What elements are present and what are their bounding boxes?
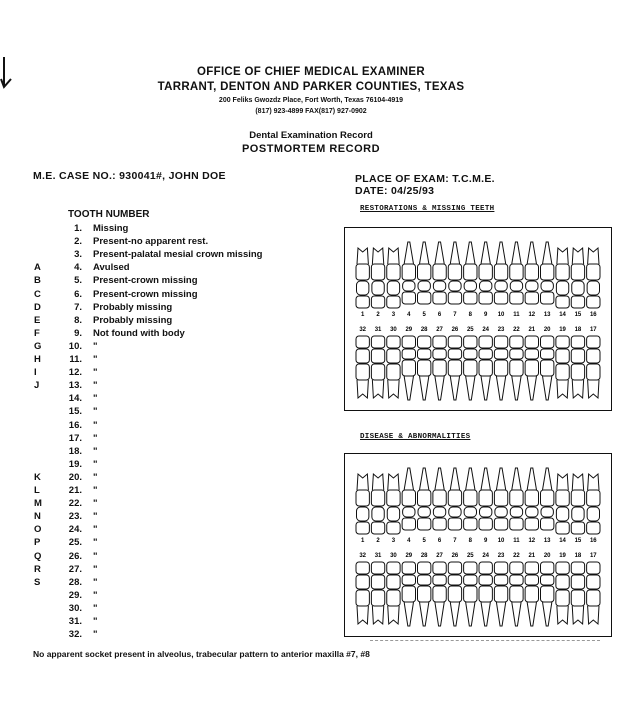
disease-label: DISEASE & ABNORMALITIES [360,433,471,441]
record-subtitle: POSTMORTEM RECORD [241,143,381,155]
upper-tooth [371,474,384,534]
upper-tooth-number: 5 [422,538,426,544]
place-of-exam: PLACE OF EXAM: T.C.M.E. [355,173,495,185]
lower-tooth-number: 24 [482,327,490,333]
upper-tooth [464,242,477,304]
tooth-status: " [93,406,98,418]
lower-tooth [556,562,569,624]
tooth-number: 21. [68,485,82,496]
upper-tooth [541,242,554,304]
lower-tooth [556,336,569,398]
lower-tooth-number: 19 [559,553,566,559]
tooth-number: 24. [68,524,82,536]
upper-tooth [433,468,446,530]
tooth-number: 5. [74,275,82,287]
upper-tooth-number: 11 [513,312,520,318]
upper-tooth-number: 2 [376,538,380,544]
lower-tooth-number: 22 [513,553,520,559]
upper-tooth [525,242,538,304]
lower-tooth [464,562,477,626]
tooth-status: Probably missing [93,301,173,313]
tooth-status: " [93,393,98,405]
lower-tooth [448,562,461,626]
lower-tooth-number: 29 [405,553,413,559]
upper-tooth-number: 10 [497,312,505,318]
tooth-number: 23. [68,511,82,523]
upper-tooth-number: 12 [528,538,536,544]
tooth-status: " [93,576,98,588]
tooth-status: " [93,629,98,641]
lower-tooth-number: 23 [497,327,505,333]
upper-tooth [479,242,492,304]
lower-tooth-number: 32 [359,327,367,333]
tooth-status: " [93,458,98,470]
upper-tooth-number: 5 [422,312,426,318]
tooth-number: 6. [74,288,82,300]
lower-tooth-number: 18 [574,327,582,333]
upper-tooth-number: 1 [361,538,365,544]
lower-tooth-number: 21 [528,327,536,333]
lower-tooth-number: 25 [466,327,474,333]
upper-tooth [464,468,477,530]
footer-note: No apparent socket present in alveolus, trabecular pattern to anterior maxilla #7, #8 [33,649,370,659]
upper-tooth [356,474,369,534]
upper-tooth [387,474,400,534]
upper-tooth [494,468,507,530]
tooth-number: 18. [68,445,82,457]
upper-tooth [448,242,461,304]
tooth-number: 3. [74,249,82,261]
lower-tooth [371,562,384,624]
tooth-letter: N [34,511,41,523]
tooth-number: 15. [68,406,82,418]
lower-tooth-number: 20 [543,327,551,333]
tooth-status: " [93,380,98,392]
restorations-label: RESTORATIONS & MISSING TEETH [360,205,495,213]
upper-tooth-number: 3 [391,312,396,318]
lower-tooth [448,336,461,400]
upper-tooth-number: 8 [468,312,472,318]
lower-tooth [571,336,584,398]
tooth-number: 30. [68,602,82,614]
exam-date: DATE: 04/25/93 [355,185,435,197]
tooth-status: " [93,432,98,444]
lower-tooth [541,562,554,626]
upper-tooth-number: 9 [484,312,488,318]
tooth-status: " [93,419,98,431]
upper-tooth-number: 6 [437,538,442,544]
upper-tooth-number: 13 [543,312,551,318]
upper-tooth [479,468,492,530]
lower-tooth [402,562,415,626]
margin-arrow-mark [0,55,14,95]
tooth-letter: I [34,367,37,379]
tooth-number: 17. [68,432,82,444]
upper-tooth-number: 9 [484,538,488,544]
upper-tooth [402,468,415,530]
lower-tooth [418,562,431,626]
tooth-number: 9. [74,327,82,339]
lower-tooth [510,336,523,400]
office-address: 200 Feliks Gwozdz Place, Fort Worth, Texas 76104-4919 [218,97,404,104]
tooth-status: Probably missing [93,314,173,326]
tooth-number: 4. [74,262,82,274]
tooth-letter: B [34,275,41,287]
tooth-number: 31. [68,616,82,627]
tooth-status: " [93,524,98,536]
upper-tooth-number: 7 [453,312,457,318]
lower-tooth [525,562,538,626]
lower-tooth [371,336,384,398]
lower-tooth-number: 29 [405,327,413,333]
tooth-letter: C [34,288,41,300]
tooth-number: 29. [68,589,82,601]
lower-tooth [402,336,415,400]
lower-tooth [387,336,400,398]
lower-tooth-number: 17 [589,327,597,333]
tooth-number: 12. [68,367,82,379]
lower-tooth [525,336,538,400]
upper-tooth-number: 3 [391,538,396,544]
tooth-letter: H [34,354,41,365]
tooth-status: Not found with body [93,327,185,339]
upper-tooth-number: 15 [574,538,582,544]
record-title: Dental Examination Record [249,130,373,141]
tooth-letter: L [34,485,40,496]
tooth-status: Avulsed [93,262,130,274]
tooth-status: " [93,471,98,483]
restorations-dental-chart [344,227,612,411]
lower-tooth-number: 24 [482,553,490,559]
tooth-letter: G [34,340,42,352]
lower-tooth [571,562,584,624]
tooth-letter: J [34,380,40,392]
lower-tooth [433,562,446,626]
upper-tooth-number: 14 [559,538,566,544]
lower-tooth [494,562,507,626]
upper-tooth [402,242,415,304]
lower-tooth [433,336,446,400]
tooth-status: " [93,367,98,379]
upper-tooth-number: 7 [453,538,457,544]
lower-tooth-number: 21 [528,553,536,559]
lower-tooth [494,336,507,400]
counties-title: TARRANT, DENTON AND PARKER COUNTIES, TEXAS [157,81,465,93]
tooth-number: 13. [68,380,82,392]
upper-tooth [418,468,431,530]
lower-tooth [356,336,369,398]
tooth-number: 20. [68,471,82,483]
tooth-letter: E [34,314,41,326]
upper-tooth-number: 12 [528,312,536,318]
office-title: OFFICE OF CHIEF MEDICAL EXAMINER [197,66,425,78]
tooth-status: Present-crown missing [93,288,198,300]
upper-tooth-number: 4 [407,538,411,544]
tooth-number: 27. [68,563,82,575]
tooth-number: 14. [68,393,82,405]
tooth-letter: K [34,471,41,483]
upper-tooth [541,468,554,530]
tooth-status: " [93,602,98,614]
tooth-status: Present-no apparent rest. [93,236,209,248]
tooth-number: 26. [68,550,82,562]
upper-tooth [525,468,538,530]
tooth-number: 25. [68,537,82,549]
upper-tooth [433,242,446,304]
tooth-status: " [93,340,98,352]
tooth-letter: P [34,537,41,549]
lower-tooth-number: 31 [374,553,382,559]
restorations-chart-svg [345,228,611,410]
upper-tooth-number: 1 [361,312,365,318]
tooth-status: " [93,354,98,365]
upper-tooth-number: 6 [437,312,442,318]
tooth-status: " [93,498,98,510]
upper-tooth [494,242,507,304]
upper-tooth-number: 10 [497,538,505,544]
lower-tooth-number: 30 [390,327,397,333]
upper-tooth [587,474,600,534]
lower-tooth [587,562,600,624]
tooth-number: 2. [74,236,82,248]
tooth-status: " [93,445,98,457]
lower-tooth-number: 30 [390,553,397,559]
upper-tooth [556,474,569,534]
tooth-status: " [93,550,98,562]
lower-tooth-number: 22 [513,327,520,333]
tooth-number: 1. [74,223,82,234]
tooth-letter: A [34,262,41,274]
lower-tooth [356,562,369,624]
upper-tooth-number: 13 [543,538,551,544]
lower-tooth-number: 23 [497,553,505,559]
tooth-number: 7. [74,301,82,313]
tooth-status: " [93,511,98,523]
upper-tooth-number: 14 [559,312,566,318]
upper-tooth-number: 11 [513,538,520,544]
lower-tooth [479,336,492,400]
tooth-letter: O [34,524,42,536]
tooth-number: 32. [68,629,82,641]
case-number: M.E. CASE NO.: 930041#, JOHN DOE [33,170,226,182]
lower-tooth-number: 17 [589,553,597,559]
upper-tooth-number: 15 [574,312,582,318]
upper-tooth [571,248,584,308]
tooth-number: 19. [68,458,82,470]
lower-tooth-number: 25 [466,553,474,559]
upper-tooth [510,242,523,304]
disease-chart-svg [345,454,611,636]
tooth-status: " [93,485,98,496]
tooth-letter: Q [34,550,42,562]
tooth-letter: M [34,498,42,510]
tooth-number: 22. [68,498,82,510]
lower-tooth-number: 18 [574,553,582,559]
lower-tooth-number: 28 [420,553,428,559]
lower-tooth-number: 28 [420,327,428,333]
lower-tooth [418,336,431,400]
upper-tooth [371,248,384,308]
upper-tooth [556,248,569,308]
tooth-number: 10. [68,340,82,352]
upper-tooth [510,468,523,530]
disease-dental-chart [344,453,612,637]
tooth-letter: D [34,301,41,313]
tooth-status: " [93,589,98,601]
tooth-letter: S [34,576,41,588]
lower-tooth-number: 26 [451,327,459,333]
lower-tooth [510,562,523,626]
upper-tooth [587,248,600,308]
tooth-status: " [93,537,98,549]
office-phone: (817) 923-4899 FAX(817) 927-0902 [255,108,367,115]
upper-tooth-number: 8 [468,538,472,544]
lower-tooth-number: 27 [436,553,443,559]
upper-tooth-number: 16 [589,312,597,318]
lower-tooth-number: 20 [543,553,551,559]
tooth-letter: F [34,327,40,339]
tooth-status: Missing [93,223,129,234]
upper-tooth [571,474,584,534]
tooth-status: Present-crown missing [93,275,198,287]
upper-tooth-number: 16 [589,538,597,544]
upper-tooth [448,468,461,530]
lower-tooth [479,562,492,626]
tooth-number: 16. [68,419,82,431]
tooth-status: " [93,563,98,575]
upper-tooth-number: 2 [376,312,380,318]
tooth-status: Present-palatal mesial crown missing [93,249,263,261]
lower-tooth [541,336,554,400]
tooth-number: 8. [74,314,82,326]
tooth-number-header: TOOTH NUMBER [68,209,150,220]
tooth-number: 28. [68,576,82,588]
lower-tooth-number: 26 [451,553,459,559]
lower-tooth [464,336,477,400]
chart-divider [370,640,600,641]
lower-tooth-number: 32 [359,553,367,559]
upper-tooth [356,248,369,308]
lower-tooth-number: 31 [374,327,382,333]
lower-tooth-number: 27 [436,327,443,333]
lower-tooth-number: 19 [559,327,566,333]
tooth-number: 11. [69,354,82,365]
tooth-letter: R [34,563,41,575]
lower-tooth [387,562,400,624]
tooth-status: " [93,616,98,627]
upper-tooth-number: 4 [407,312,411,318]
upper-tooth [418,242,431,304]
upper-tooth [387,248,400,308]
lower-tooth [587,336,600,398]
